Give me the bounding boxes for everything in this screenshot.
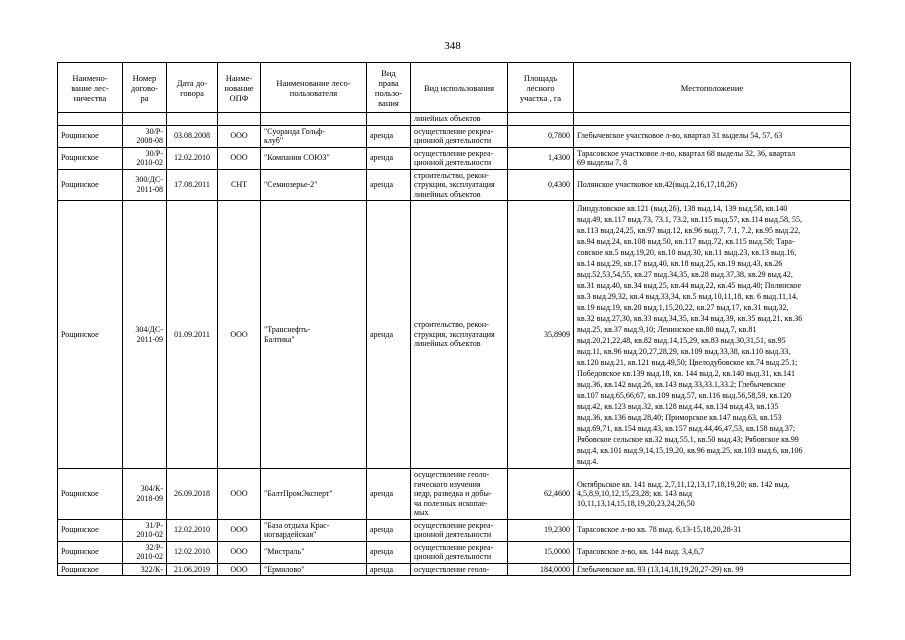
location-line: кв.113 выд.24,25, кв.97 выд.12, кв.96 выд.7, 7.1, 7.2, кв.95 выд.22, [577,225,801,235]
cell-legal-form: ООО [218,563,261,576]
location-line: выд.20,21,22,48, кв.82 выд.14,15,29, кв.83 выд.30,31,51, кв.95 [577,335,786,345]
cell-forestry: Рощинское [58,169,123,201]
header-location: Местоположение [574,63,851,113]
cell-forest-user: "Мистраль" [261,541,367,563]
location-line: Октябрьское кв. 141 выд. 2,7,11,12,13,17,18,19,20; кв. 142 выд. [577,479,790,489]
cell-area: 184,0000 [508,563,574,576]
cell-contract-number: 31/Р- 2010-02 [123,519,167,541]
cell-legal-form: ООО [218,519,261,541]
location-line: выд.49, кв.117 выд.73, 73.1, 73.2, кв.115 выд.57, кв.114 выд.58, 55, [577,214,802,224]
location-line: 4,5,8,9,10,12,15,23,28; кв. 143 выд [577,489,693,498]
cell-right-type: аренда [367,147,411,169]
cell-use-type: осуществление рекреа- ционной деятельности [411,147,508,169]
cell-use-type: строительство, рекон- струкция, эксплуатация линейных объектов [411,169,508,201]
cell-forestry: Рощинское [58,125,123,147]
cell-location [574,201,851,469]
location-line: Тарасовское л-во, кв. 144 выд. 3,4,6,7 [577,547,705,557]
cell-forest-user: "Суоранда Гольф- клуб" [261,125,367,147]
cell-empty [218,113,261,126]
header-contract-number: Номер догово- ра [123,63,167,113]
cell-right-type: аренда [367,169,411,201]
location-line: выд.69,71, кв.154 выд.43, кв.157 выд.44,46,47,53, кв.158 выд.37; [577,423,796,433]
location-line: Полянское участковое кв.42(выд.2,16,17,18,26) [577,180,737,189]
table-row [58,125,851,147]
cell-use-type: строительство, рекон- струкция, эксплуатация линейных объектов [411,201,508,469]
header-use-type: Вид использования [411,63,508,113]
cell-forestry: Рощинское [58,541,123,563]
header-forest-user: Наименование лесо- пользователя [261,63,367,113]
cell-area: 62,4600 [508,469,574,520]
table-row [58,469,851,520]
location-line: Победовское кв.139 выд.18, кв. 144 выд.2, кв.140 выд.31, кв.141 [577,368,795,378]
cell-forestry: Рощинское [58,469,123,520]
cell-legal-form: ООО [218,147,261,169]
cell-use-type: осуществление рекреа- ционной деятельности [411,125,508,147]
cell-contract-number: 32/Р- 2010-02 [123,541,167,563]
location-line: кв.31 выд.40, кв.34 выд.25, кв.44 выд.22, кв.45 выд.40; Полянское [577,280,802,290]
cell-contract-date: 17.08.2011 [167,169,218,201]
cell-right-type: аренда [367,201,411,469]
header-contract-date: Дата до- говора [167,63,218,113]
cell-right-type: аренда [367,541,411,563]
cell-legal-form: ООО [218,469,261,520]
cell-legal-form: ООО [218,125,261,147]
cell-contract-date: 01.09.2011 [167,201,218,469]
cell-contract-number: 300/ДС- 2011-08 [123,169,167,201]
cell-use-type: осуществление рекреа- ционной деятельности [411,541,508,563]
cell-use-type: линейных объектов [411,113,508,126]
location-line: совское кв.5 выд.19,20, кв.10 выд.30, кв.11 выд.23, кв.13 выд.16, [577,247,797,257]
location-line: 10,11,13,14,15,18,19,20,23,24,26,50 [577,498,695,508]
cell-area: 0,7800 [508,125,574,147]
table-row [58,519,851,541]
cell-forestry: Рощинское [58,563,123,576]
table-row [58,201,851,469]
cell-use-type: осуществление рекреа- ционной деятельности [411,519,508,541]
cell-location [574,563,851,576]
cell-empty [574,113,851,126]
cell-forest-user: "БалтПромЭксперт" [261,469,367,520]
location-line: Глебычевское участковое л-во, квартал 31 выделы 54, 57, 63 [577,131,783,141]
location-line: выд.52,53,54,55, кв.27 выд.34,35, кв.28 выд.37,38, кв.29 выд.42, [577,269,793,279]
cell-contract-date: 12.02.2010 [167,147,218,169]
cell-location [574,541,851,563]
cell-contract-date: 26.09.2018 [167,469,218,520]
location-line: кв.14 выд.29, кв.17 выд.40, кв.18 выд.25, кв.19 выд.43, кв.26 [577,258,783,268]
location-line: кв.32 выд.27,30, кв.33 выд.34,35, кв.34 выд.39, кв.35 выд.21, кв.36 [577,313,803,323]
cell-use-type: осуществление геоло- [411,563,508,576]
location-line: кв.19 выд.19, кв.20 выд.1,15,20,22, кв.27 выд.17, кв.31 выд.32, [577,302,789,312]
cell-right-type: аренда [367,469,411,520]
page-number: 348 [444,40,461,52]
table-row [58,147,851,169]
location-line: выд.4. [577,456,599,466]
location-line: выд.4, кв.101 выд.9,14,15,19,20, кв.96 выд.25, кв.103 выд.6, кв.106 [577,445,803,455]
cell-area: 35,8909 [508,201,574,469]
location-line: Глебычевское кв. 93 (13,14,18,19,20,27-29) кв. 99 [577,564,744,574]
table-row-continuation [58,113,851,126]
cell-contract-date: 03.08.2008 [167,125,218,147]
cell-area: 19,2300 [508,519,574,541]
header-area: Площадь лесного участка , га [508,63,574,113]
cell-location [574,519,851,541]
cell-contract-date: 21.06.2019 [167,563,218,576]
location-line: выд.11, кв.96 выд.20,27,28,29, кв.109 выд.33,38, кв.110 выд.33, [577,346,791,356]
cell-location [574,147,851,169]
cell-forestry: Рощинское [58,519,123,541]
table-row [58,169,851,201]
header-legal-form: Наиме- нование ОПФ [218,63,261,113]
location-line: Тарасовское л-во кв. 78 выд. 6,13-15,18,20,28-31 [577,525,742,535]
cell-empty [123,113,167,126]
cell-location [574,125,851,147]
cell-contract-number: 30/Р- 2008-08 [123,125,167,147]
location-line: Линдуловское кв.121 (выд.26), 138 выд.14, 139 выд.58, кв.140 [577,203,788,213]
cell-contract-number: 322/К- [123,563,167,576]
cell-empty [58,113,123,126]
cell-empty [367,113,411,126]
header-row [58,63,851,113]
location-line: кв.120 выд.21, кв.121 выд.49,50; Цвелодубовское кв.74 выд.25.1; [577,357,798,367]
cell-area: 1,4300 [508,147,574,169]
cell-legal-form: ООО [218,201,261,469]
header-right-type: Вид права пользо- вания [367,63,411,113]
cell-contract-date: 12.02.2010 [167,519,218,541]
location-line: выд.25, кв.37 выд.9,10; Ленинское кв.80 выд.7, кв.81 [577,324,757,334]
table-row [58,563,851,576]
cell-forest-user: "Ермилово" [261,563,367,576]
cell-legal-form: ООО [218,541,261,563]
cell-right-type: аренда [367,125,411,147]
cell-forestry: Рощинское [58,147,123,169]
cell-contract-date: 12.02.2010 [167,541,218,563]
cell-area: 15,0000 [508,541,574,563]
cell-contract-number: 304/К- 2018-09 [123,469,167,520]
cell-contract-number: 304/ДС- 2011-09 [123,201,167,469]
location-line: выд.36, кв.142 выд.26, кв.143 выд.33,33.1,33.2; Глебычевское [577,379,786,389]
cell-location [574,169,851,201]
table-row [58,541,851,563]
cell-forest-user: "Семиозерье-2" [261,169,367,201]
cell-legal-form: СНТ [218,169,261,201]
location-line: кв.3 выд.29,32, кв.4 выд.33,34, кв.5 выд.10,11,18, кв. 6 выд.11,14, [577,291,798,301]
cell-forest-user: "База отдыха Крас- ногвардейская" [261,519,367,541]
location-line: Рябовское сельское кв.32 выд.55.1, кв.50 выд.43; Рябовское кв.99 [577,434,799,444]
cell-contract-number: 30/Р- 2010-02 [123,147,167,169]
location-line: Тарасовское участковое л-во, квартал 68 выделы 32, 36, квартал [577,148,796,158]
cell-location [574,469,851,520]
location-line: выд.36, кв.136 выд.28,40; Приморское кв.147 выд.63, кв.153 [577,412,782,422]
cell-forest-user: "Транснефть- Балтика" [261,201,367,469]
cell-right-type: аренда [367,563,411,576]
location-line: выд.42, кв.123 выд.32, кв.128 выд.44, кв.134 выд.43, кв.135 [577,401,779,411]
cell-use-type: осуществление геоло- гического изучения недр, разведка и добы- ча полезных ископае- мых [411,469,508,520]
location-line: кв.94 выд.24, кв.108 выд.50, кв.117 выд.72, кв.115 выд.58; Тара- [577,236,795,246]
cell-forest-user: "Компания СОЮЗ" [261,147,367,169]
location-line: кв.107 выд.65,66,67, кв.109 выд.57, кв.116 выд.56,58,59, кв.120 [577,390,792,400]
cell-empty [508,113,574,126]
cell-empty [167,113,218,126]
location-line: 69 выделы 7, 8 [577,158,628,167]
cell-forestry: Рощинское [58,201,123,469]
cell-empty [261,113,367,126]
cell-area: 0,4300 [508,169,574,201]
lease-registry-table [57,62,851,576]
cell-right-type: аренда [367,519,411,541]
header-forestry: Наимено- вание лес- ничества [58,63,123,113]
